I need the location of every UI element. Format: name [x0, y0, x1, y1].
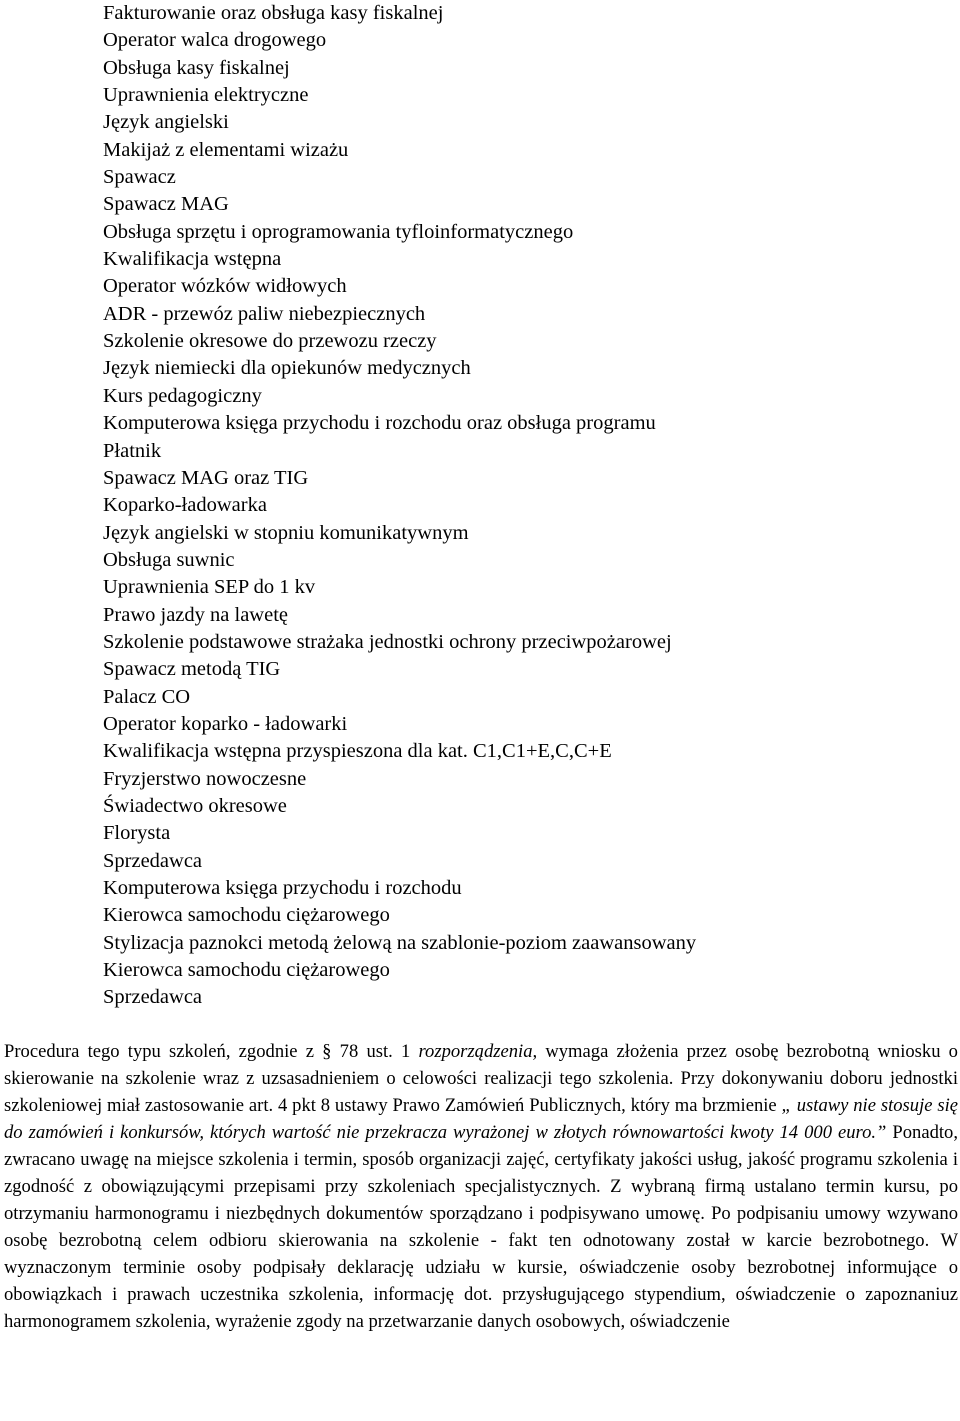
list-item: Świadectwo okresowe	[103, 794, 287, 817]
list-item: Operator koparko - ładowarki	[103, 712, 348, 735]
paragraph-text: Ponadto, zwracano uwagę na miejsce szkolenia i termin, sposób organizacji zajęć, certyfikaty jakości usług, jakość programu szkolenia i zgodność z obowiązującymi przepisami przy szkoleniach specjalistycznych. Z wybraną firmą ustalano termin kursu, po otrzymaniu harmonogramu i niezbędnych dokumentów sporządzano i podpisywano umowę. Po podpisaniu umowy wzywano osobę bezrobotną celem odbioru skierowania na szkolenie - fakt ten odnotowany został w karcie bezrobotnego. W wyznaczonym terminie osoby podpisały deklarację udziału w kursie, oświadczenie osoby bezrobotnej informujące o obowiązkach i prawach uczestnika szkolenia, informację dot. przysługującego stypendium, oświadczenie o zapoznaniuz harmonogramem szkolenia, wyrażenie zgody na przetwarzanie danych osobowych, oświadczenie	[4, 1122, 958, 1333]
list-item: Makijaż z elementami wizażu	[103, 138, 349, 161]
list-item: Kierowca samochodu ciężarowego	[103, 959, 390, 982]
procedure-paragraph	[4, 1038, 958, 1336]
list-item: Spawacz MAG	[103, 193, 229, 216]
list-item: Sprzedawca	[103, 986, 203, 1009]
paragraph-text: wymaga złożenia przez osobę bezrobotną wniosku o skierowanie na szkolenie wraz z uzsasadnieniem o celowości realizacji tego szkolenia. Przy dokonywaniu doboru jednostki szkoleniowej miał zastosowanie art. 4 pkt 8 ustawy Prawo Zamówień Publicznych, który ma brzmienie	[4, 1041, 958, 1117]
list-item: Stylizacja paznokci metodą żelową na szablonie-poziom zaawansowany	[103, 931, 697, 954]
list-item: Fakturowanie oraz obsługa kasy fiskalnej	[103, 2, 444, 24]
list-item: Szkolenie okresowe do przewozu rzeczy	[103, 330, 437, 353]
list-item: Komputerowa księga przychodu i rozchodu oraz obsługa programu	[103, 412, 656, 435]
paragraph-quote: „ ustawy nie stosuje się do zamówień i konkursów, których wartość nie przekracza wyrażonej w złotych równowartości kwoty 14 000 euro.”	[4, 1095, 959, 1144]
list-item: Uprawnienia SEP do 1 kv	[103, 576, 316, 599]
list-item: Fryzjerstwo nowoczesne	[103, 767, 307, 790]
list-item: Szkolenie podstawowe strażaka jednostki ochrony przeciwpożarowej	[103, 630, 672, 653]
list-item: Spawacz metodą TIG	[103, 658, 281, 681]
paragraph-italic-text: rozporządzenia,	[418, 1041, 538, 1062]
list-item: Kurs pedagogiczny	[103, 384, 262, 407]
paragraph-text: Procedura tego typu szkoleń, zgodnie z § 78 ust. 1	[4, 1041, 419, 1062]
list-item: Język niemiecki dla opiekunów medycznych	[103, 357, 471, 380]
list-item: Język angielski w stopniu komunikatywnym	[103, 521, 469, 544]
list-item: Operator wózków widłowych	[103, 275, 347, 298]
course-list	[103, 0, 696, 1012]
list-item: Komputerowa księga przychodu i rozchodu	[103, 877, 462, 899]
list-item: Obsługa suwnic	[103, 548, 235, 571]
list-item: Kwalifikacja wstępna przyspieszona dla kat. C1,C1+E,C,C+E	[103, 740, 612, 763]
list-item: Płatnik	[103, 439, 162, 462]
list-item: Kierowca samochodu ciężarowego	[103, 904, 390, 927]
list-item: Obsługa sprzętu i oprogramowania tyfloinformatycznego	[103, 220, 574, 243]
list-item: Kwalifikacja wstępna	[103, 248, 282, 271]
list-item: Sprzedawca	[103, 849, 203, 872]
list-item: Spawacz MAG oraz TIG	[103, 466, 309, 489]
list-item: Język angielski	[103, 111, 229, 134]
list-item: ADR - przewóz paliw niebezpiecznych	[103, 302, 426, 325]
list-item: Florysta	[103, 822, 171, 845]
list-item: Prawo jazdy na lawetę	[103, 603, 288, 626]
list-item: Obsługa kasy fiskalnej	[103, 56, 290, 79]
list-item: Koparko-ładowarka	[103, 494, 267, 517]
list-item: Spawacz	[103, 166, 176, 189]
list-item: Uprawnienia elektryczne	[103, 84, 309, 107]
list-item: Operator walca drogowego	[103, 29, 327, 52]
list-item: Palacz CO	[103, 685, 191, 708]
